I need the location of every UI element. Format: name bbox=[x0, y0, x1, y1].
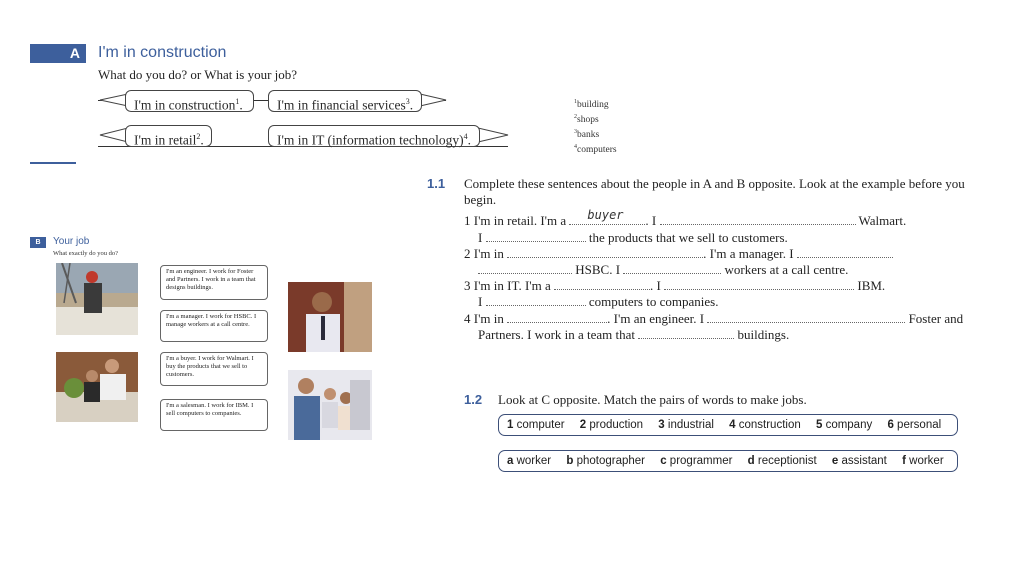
answer-blank[interactable] bbox=[569, 208, 645, 225]
answer-blank[interactable] bbox=[660, 214, 856, 225]
section-divider bbox=[30, 162, 76, 164]
section-a-badge: A bbox=[30, 44, 86, 63]
word-item: 5 company bbox=[815, 419, 873, 431]
exercise-number: 1.1 bbox=[427, 176, 446, 191]
word-item: e assistant bbox=[831, 455, 887, 467]
answer-blank[interactable] bbox=[507, 312, 607, 323]
answer-blank[interactable] bbox=[486, 231, 586, 242]
word-item: 3 industrial bbox=[658, 419, 714, 431]
sentence-2-cont: HSBC. I workers at a call centre. bbox=[478, 262, 848, 278]
speech-bubble-buyer: I'm a buyer. I work for Walmart. I buy the products that we sell to customers. bbox=[160, 352, 268, 386]
answer-blank[interactable] bbox=[486, 295, 586, 306]
sentence-4-cont: Partners. I work in a team that buildings. bbox=[478, 327, 790, 342]
manager-photo bbox=[288, 282, 372, 352]
buyer-photo bbox=[56, 352, 138, 422]
section-b-badge: B bbox=[30, 237, 46, 248]
sentence-2: 2 I'm in . I'm a manager. I bbox=[464, 246, 893, 262]
word-box-2 bbox=[498, 450, 958, 472]
word-box-1 bbox=[498, 414, 958, 436]
speech-bubble-financial-services: I'm in financial services$^3$. bbox=[268, 90, 422, 112]
word-item: 1 computer bbox=[507, 419, 565, 431]
word-item: f worker bbox=[902, 455, 944, 467]
word-item: d receptionist bbox=[747, 455, 817, 467]
footnotes bbox=[574, 96, 617, 157]
sentence-1: 1 I'm in retail. I'm a buyer . I Walmart. bbox=[464, 208, 907, 228]
footnote: $^4$computers bbox=[574, 144, 617, 156]
answer-blank[interactable] bbox=[623, 263, 721, 274]
section-b-title: Your job bbox=[53, 236, 90, 247]
answer-blank[interactable] bbox=[478, 263, 572, 274]
speech-bubble-retail: I'm in retail$^2$. bbox=[125, 125, 212, 147]
handwritten-answer: buyer bbox=[587, 208, 624, 222]
section-b-subtitle: What exactly do you do? bbox=[53, 250, 118, 257]
speech-bubble-engineer: I'm an engineer. I work for Foster and Partners. I work in a team that designs buildings. bbox=[160, 265, 268, 300]
word-item: c programmer bbox=[660, 455, 733, 467]
sentence-3-cont: I computers to companies. bbox=[478, 294, 719, 309]
exercise-instruction: Look at C opposite. Match the pairs of words to make jobs. bbox=[498, 392, 807, 407]
sentence-3: 3 I'm in IT. I'm a . I IBM. bbox=[464, 278, 886, 293]
answer-blank[interactable] bbox=[707, 312, 905, 323]
section-a-subtitle: What do you do? or What is your job? bbox=[98, 67, 298, 82]
word-item: 6 personal bbox=[887, 419, 942, 431]
answer-blank[interactable] bbox=[638, 328, 734, 339]
footnote: $^3$banks bbox=[574, 129, 600, 141]
word-item: b photographer bbox=[566, 455, 645, 467]
sentence-1-cont: I the products that we sell to customers. bbox=[478, 230, 788, 245]
salesman-photo bbox=[288, 370, 372, 440]
speech-bubble-it: I'm in IT (information technology)$^4$. bbox=[268, 125, 480, 147]
exercise-instruction: Complete these sentences about the people in A and B opposite. Look at the example before you begin. bbox=[464, 176, 965, 207]
word-item: 4 construction bbox=[729, 419, 801, 431]
speech-bubble-manager: I'm a manager. I work for HSBC. I manage workers at a call centre. bbox=[160, 310, 268, 342]
footnote: $^1$building bbox=[574, 99, 609, 111]
answer-blank[interactable] bbox=[554, 279, 650, 290]
word-item: 2 production bbox=[579, 419, 644, 431]
answer-blank[interactable] bbox=[507, 247, 703, 258]
word-item: a worker bbox=[507, 455, 552, 467]
footnote: $^2$shops bbox=[574, 114, 599, 126]
answer-blank[interactable] bbox=[664, 279, 854, 290]
sentence-4: 4 I'm in . I'm an engineer. I Foster and bbox=[464, 311, 964, 326]
engineer-photo bbox=[56, 263, 138, 335]
speech-bubble-salesman: I'm a salesman. I work for IBM. I sell computers to companies. bbox=[160, 399, 268, 431]
exercise-number: 1.2 bbox=[464, 392, 483, 407]
answer-blank[interactable] bbox=[797, 247, 893, 258]
section-a-title: I'm in construction bbox=[98, 44, 227, 61]
speech-bubble-construction: I'm in construction$^1$. bbox=[125, 90, 254, 112]
